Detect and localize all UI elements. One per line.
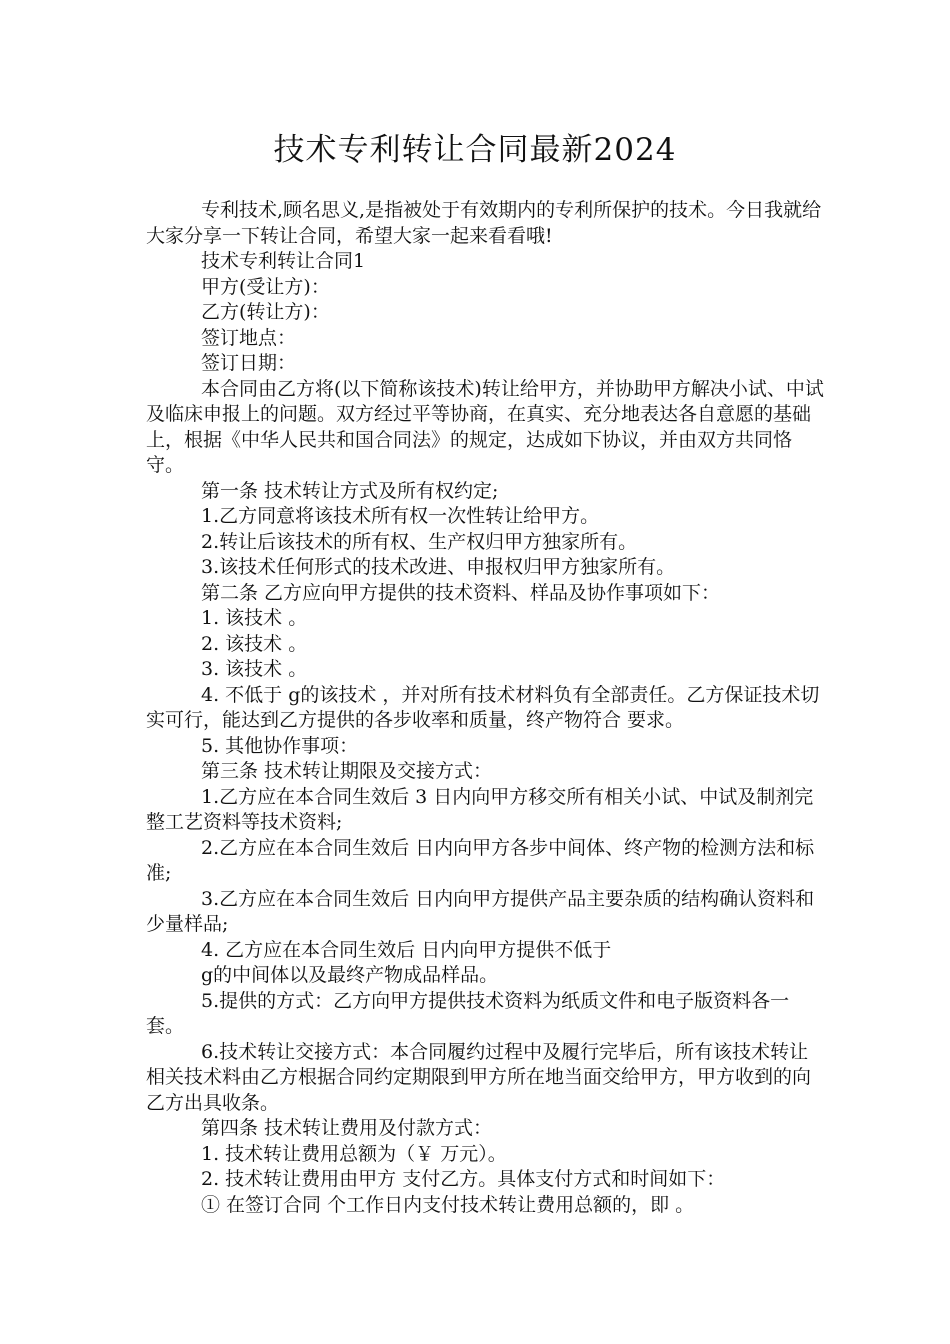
paragraph: 1.乙方同意将该技术所有权一次性转让给甲方。 — [201, 505, 600, 527]
paragraph: 3. 该技术 。 — [201, 658, 308, 680]
paragraph: 5.提供的方式：乙方向甲方提供技术资料为纸质文件和电子版资料各一套。 — [146, 989, 790, 1037]
paragraph: 3.该技术任何形式的技术改进、申报权归甲方独家所有。 — [201, 556, 676, 578]
paragraph: 专利技术,顾名思义,是指被处于有效期内的专利所保护的技术。今日我就给大家分享一下转让合同，希望大家一起来看看哦! — [146, 199, 822, 247]
paragraph: 第四条 技术转让费用及付款方式： — [201, 1117, 493, 1139]
paragraph: 2.转让后该技术的所有权、生产权归甲方独家所有。 — [201, 530, 638, 553]
paragraph: 乙方(转让方)： — [201, 301, 330, 323]
paragraph: 甲方(受让方)： — [201, 275, 330, 298]
paragraph: 4. 不低于 g的该技术 ，并对所有技术材料负有全部责任。乙方保证技术切实可行，能达到乙方提供的各步收率和质量，终产物符合 要求。 — [146, 683, 820, 731]
paragraph: 签订地点： — [201, 326, 297, 349]
paragraph: 1. 技术转让费用总额为（￥ 万元）。 — [201, 1142, 507, 1165]
paragraph: 本合同由乙方将(以下简称该技术)转让给甲方，并协助甲方解决小试、中试及临床申报上的问题。双方经过平等协商，在真实、充分地表达各自意愿的基础上，根据《中华人民共和国合同法》的规定，达成如下协议，并由双方共同恪守。 — [146, 377, 824, 476]
paragraph: 签订日期： — [201, 352, 297, 374]
paragraph: 6.技术转让交接方式：本合同履约过程中及履行完毕后，所有该技术转让相关技术料由乙方根据合同约定期限到甲方所在地当面交给甲方，甲方收到的向乙方出具收条。 — [146, 1040, 812, 1114]
paragraph: 3.乙方应在本合同生效后 日内向甲方提供产品主要杂质的结构确认资料和少量样品; — [146, 887, 815, 935]
paragraph: g的中间体以及最终产物成品样品。 — [201, 964, 499, 986]
paragraph: 4. 乙方应在本合同生效后 日内向甲方提供不低于 — [201, 938, 612, 961]
paragraph: 第一条 技术转让方式及所有权约定; — [201, 479, 499, 502]
document-title: 技术专利转让合同最新2024 — [273, 132, 677, 168]
paragraph: ① 在签订合同 个工作日内支付技术转让费用总额的，即 。 — [201, 1193, 695, 1216]
paragraph: 2.乙方应在本合同生效后 日内向甲方各步中间体、终产物的检测方法和标准; — [146, 836, 815, 884]
paragraph: 5. 其他协作事项： — [201, 734, 359, 757]
paragraph: 1.乙方应在本合同生效后 3 日内向甲方移交所有相关小试、中试及制剂完整工艺资料等技术资料; — [146, 785, 814, 833]
paragraph: 1. 该技术 。 — [201, 607, 308, 629]
paragraph: 第三条 技术转让期限及交接方式： — [201, 760, 493, 782]
document-body — [146, 198, 826, 1218]
paragraph: 技术专利转让合同1 — [201, 250, 366, 272]
paragraph: 2. 该技术 。 — [201, 632, 308, 655]
paragraph: 2. 技术转让费用由甲方 支付乙方。具体支付方式和时间如下： — [201, 1168, 726, 1190]
paragraph: 第二条 乙方应向甲方提供的技术资料、样品及协作事项如下： — [201, 581, 721, 604]
